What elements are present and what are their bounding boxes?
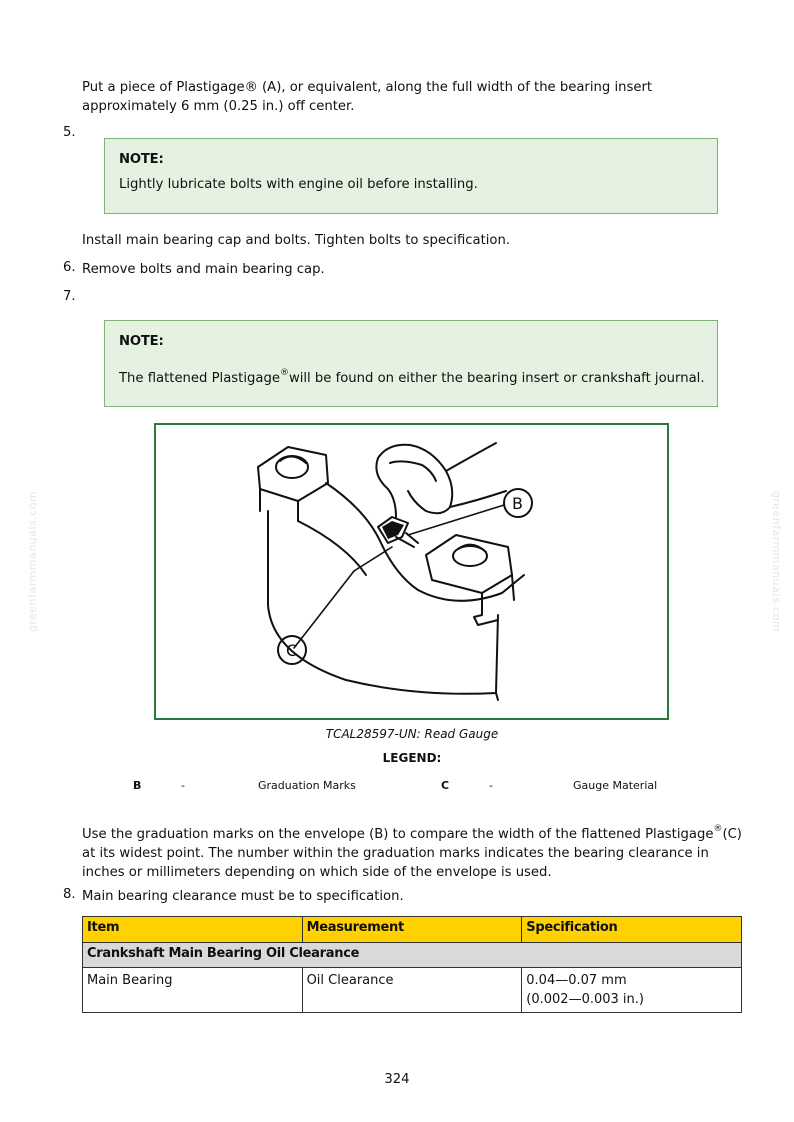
step-number-6: 6. xyxy=(63,260,76,275)
note-box-plastigage xyxy=(104,320,718,407)
table-group-row xyxy=(83,943,742,968)
watermark-right: greenfarmmanuals.com xyxy=(770,490,784,633)
header-specification: Specification xyxy=(522,917,742,943)
step5-text: Install main bearing cap and bolts. Tighten bolts to specification. xyxy=(82,233,511,248)
legend-label-graduation-marks: Graduation Marks xyxy=(258,779,356,792)
note-text: The flattened Plastigage®will be found on either the bearing insert or crankshaft journal. xyxy=(119,368,705,386)
specification-table xyxy=(82,916,742,1013)
step-number-8: 8. xyxy=(63,887,76,902)
step8-text: Main bearing clearance must be to specification. xyxy=(82,889,404,904)
intro-paragraph: Put a piece of Plastigage® (A), or equivalent, along the full width of the bearing insert approximately 6 mm (0.25 in.) off center. xyxy=(82,80,653,114)
note-heading: NOTE: xyxy=(119,334,164,349)
legend-key-c: C xyxy=(441,779,450,792)
note-text: Lightly lubricate bolts with engine oil before installing. xyxy=(119,177,478,192)
callout-b: B xyxy=(512,494,523,513)
step6-text: Remove bolts and main bearing cap. xyxy=(82,262,325,277)
note-box-lubricate xyxy=(104,138,718,214)
bearing-gauge-illustration xyxy=(154,423,669,720)
cell-item: Main Bearing xyxy=(83,968,303,1013)
legend-key-b: B xyxy=(133,779,142,792)
page-number: 324 xyxy=(384,1072,410,1087)
step-number-5: 5. xyxy=(63,125,76,140)
step7-text: Use the graduation marks on the envelope (B) to compare the width of the flattened Plastigage®(C) at its widest point. The number within the graduation marks indicates the bearing clearance in inches or millimeters depending on which side of the envelope is used. xyxy=(82,824,742,880)
legend-title: LEGEND: xyxy=(382,751,442,765)
table-header-row xyxy=(83,917,742,943)
watermark-left: greenfarmmanuals.com xyxy=(26,490,40,633)
legend-label-gauge-material: Gauge Material xyxy=(573,779,658,792)
figure-caption: TCAL28597-UN: Read Gauge xyxy=(325,727,499,741)
legend-dash: - xyxy=(489,779,493,792)
header-measurement: Measurement xyxy=(302,917,522,943)
group-label: Crankshaft Main Bearing Oil Clearance xyxy=(83,943,742,968)
header-item: Item xyxy=(83,917,303,943)
cell-measurement: Oil Clearance xyxy=(302,968,522,1013)
bearing-cap-drawing xyxy=(156,425,667,718)
cell-specification: 0.04—0.07 mm (0.002—0.003 in.) xyxy=(522,968,742,1013)
legend-dash: - xyxy=(181,779,185,792)
table-row xyxy=(83,968,742,1013)
note-heading: NOTE: xyxy=(119,152,164,167)
callout-c: C xyxy=(286,641,298,660)
step-number-7: 7. xyxy=(63,289,76,304)
